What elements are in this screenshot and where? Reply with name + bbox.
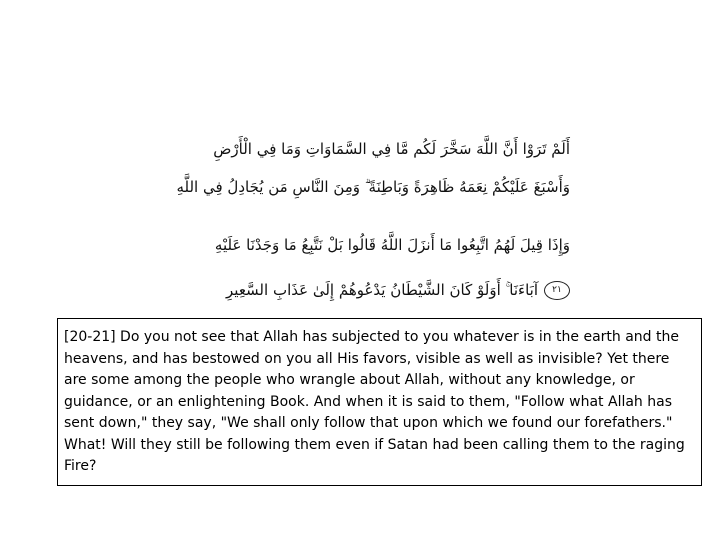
arabic-line-4 bbox=[226, 281, 570, 300]
translation-text: [20-21] Do you not see that Allah has subjected to you whatever is in the earth and the heavens, and has bestowed on you all His favors, visible as well as invisible? Yet there are some among the people who wrangle about Allah, without any knowledge, or guidance, or an enlightening Book. And when it is said to them, "Follow what Allah has sent down," they say, "We shall only follow that upon which we found our forefathers." What! Will they still be following them even if Satan had been calling them to the raging Fire? bbox=[64, 329, 685, 474]
verse-number-marker: ٢١ bbox=[544, 281, 570, 300]
arabic-line-3: وَإِذَا قِيلَ لَهُمُ اتَّبِعُوا مَا أَنزَلَ اللَّهُ قَالُوا بَلْ نَتَّبِعُ مَا وَجَدْنَا عَلَيْهِ bbox=[214, 236, 570, 254]
translation-box bbox=[57, 318, 702, 486]
arabic-line-1: أَلَمْ تَرَوْا أَنَّ اللَّهَ سَخَّرَ لَكُم مَّا فِي السَّمَاوَاتِ وَمَا فِي الْأَرْضِ bbox=[213, 140, 570, 158]
arabic-line-4-text: آبَاءَنَا ۚ أَوَلَوْ كَانَ الشَّيْطَانُ يَدْعُوهُمْ إِلَىٰ عَذَابِ السَّعِيرِ bbox=[226, 281, 538, 299]
arabic-verse-block bbox=[155, 140, 570, 310]
arabic-line-2: وَأَسْبَغَ عَلَيْكُمْ نِعَمَهُ ظَاهِرَةً وَبَاطِنَةً ۗ وَمِنَ النَّاسِ مَن يُجَادِلُ فِي اللَّهِ bbox=[176, 178, 570, 196]
